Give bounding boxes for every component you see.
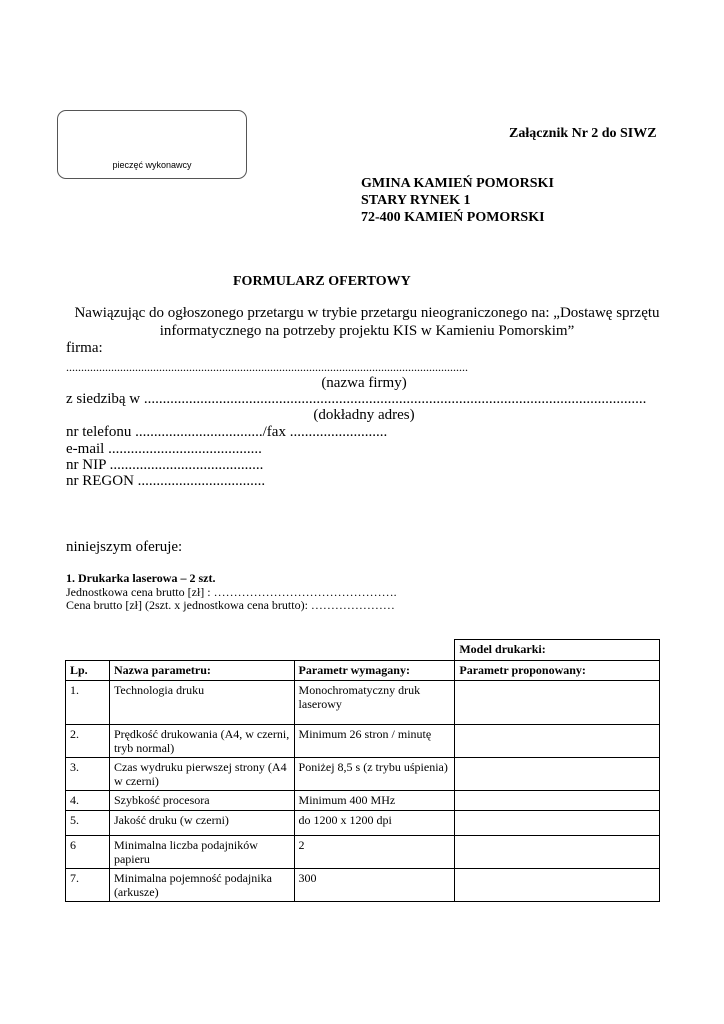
recipient-line-1: GMINA KAMIEŃ POMORSKI <box>361 176 554 191</box>
row-proposed <box>455 869 660 902</box>
table-row <box>66 836 660 869</box>
header-name: Nazwa parametru: <box>109 661 294 681</box>
row-lp: 4. <box>66 791 110 811</box>
item-title: 1. Drukarka laserowa – 2 szt. <box>66 571 216 585</box>
row-proposed <box>455 791 660 811</box>
row-required: 300 <box>294 869 455 902</box>
row-name: Minimalna pojemność podajnika (arkusze) <box>109 869 294 902</box>
item-total-price: Cena brutto [zł] (2szt. x jednostkowa cena brutto): ………………… <box>66 598 395 612</box>
firma-dots: ...................................................................................................................................... <box>66 360 468 374</box>
recipient-line-3: 72-400 KAMIEŃ POMORSKI <box>361 210 545 225</box>
intro-line-1: Nawiązując do ogłoszonego przetargu w trybie przetargu nieograniczonego na: „Dostawę sprzętu <box>74 305 660 321</box>
row-proposed <box>455 836 660 869</box>
row-proposed <box>455 758 660 791</box>
row-required: Minimum 26 stron / minutę <box>294 725 455 758</box>
row-proposed <box>455 725 660 758</box>
header-lp: Lp. <box>66 661 110 681</box>
row-required: Minimum 400 MHz <box>294 791 455 811</box>
attachment-label: Załącznik Nr 2 do SIWZ <box>509 126 657 141</box>
row-lp: 2. <box>66 725 110 758</box>
row-required: Poniżej 8,5 s (z trybu uśpienia) <box>294 758 455 791</box>
row-required: do 1200 x 1200 dpi <box>294 811 455 836</box>
row-name: Jakość druku (w czerni) <box>109 811 294 836</box>
model-label: Model drukarki: <box>455 640 660 661</box>
table-blank-corner <box>66 640 455 661</box>
form-title: FORMULARZ OFERTOWY <box>233 274 411 289</box>
row-required: Monochromatyczny druk laserowy <box>294 681 455 725</box>
row-lp: 6 <box>66 836 110 869</box>
table-row <box>66 811 660 836</box>
table-row <box>66 758 660 791</box>
row-required: 2 <box>294 836 455 869</box>
row-lp: 3. <box>66 758 110 791</box>
row-lp: 5. <box>66 811 110 836</box>
row-name: Minimalna liczba podajników papieru <box>109 836 294 869</box>
stamp-label: pieczęć wykonawcy <box>112 160 192 170</box>
row-proposed <box>455 811 660 836</box>
firma-caption: (nazwa firmy) <box>321 375 407 391</box>
row-name: Prędkość drukowania (A4, w czerni, tryb normal) <box>109 725 294 758</box>
header-required: Parametr wymagany: <box>294 661 455 681</box>
row-name: Technologia druku <box>109 681 294 725</box>
table-row <box>66 869 660 902</box>
table-row <box>66 791 660 811</box>
row-name: Czas wydruku pierwszej strony (A4 w czerni) <box>109 758 294 791</box>
header-proposed: Parametr proponowany: <box>455 661 660 681</box>
spec-table <box>65 639 660 902</box>
firma-label: firma: <box>66 340 103 356</box>
phone-line: nr telefonu ................................../fax .......................... <box>66 424 388 440</box>
row-lp: 1. <box>66 681 110 725</box>
email-line: e-mail ......................................... <box>66 441 262 457</box>
regon-line: nr REGON .................................. <box>66 473 266 489</box>
table-row <box>66 725 660 758</box>
offer-intro: niniejszym oferuje: <box>66 539 183 555</box>
intro-line-2: informatycznego na potrzeby projektu KIS w Kamieniu Pomorskim” <box>159 323 575 339</box>
row-proposed <box>455 681 660 725</box>
item-unit-price: Jednostkowa cena brutto [zł] : ………………………………………. <box>66 585 397 599</box>
address-caption: (dokładny adres) <box>313 407 415 423</box>
table-header-row <box>66 661 660 681</box>
nip-line: nr NIP ......................................... <box>66 457 264 473</box>
recipient-line-2: STARY RYNEK 1 <box>361 193 471 208</box>
row-name: Szybkość procesora <box>109 791 294 811</box>
table-row <box>66 681 660 725</box>
row-lp: 7. <box>66 869 110 902</box>
stamp-box <box>57 110 247 179</box>
siedziba-line: z siedzibą w ...................................................................................................................................... <box>66 391 647 407</box>
